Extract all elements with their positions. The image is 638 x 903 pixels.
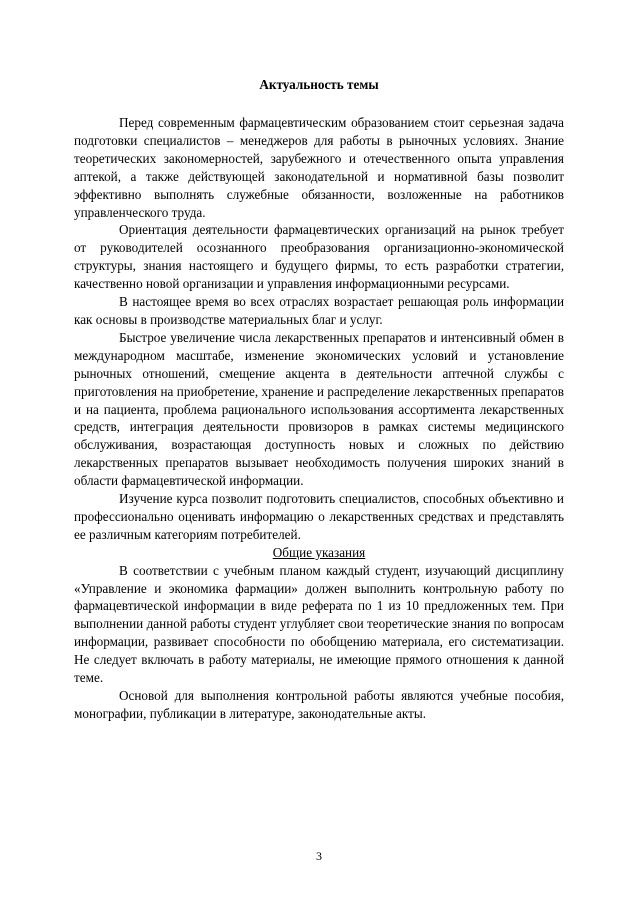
paragraph: Изучение курса позволит подготовить специалистов, способных объективно и профессионально оценивать информацию о лекарственных средствах и представлять ее различным категориям потребителей. [74,491,564,542]
paragraph: Быстрое увеличение числа лекарственных препаратов и интенсивный обмен в международном масштабе, изменение экономических условий и установление рыночных отношений, смещение акцента в деятельности аптечной службы с приготовления на приобретение, хранение и распределение лекарственных препаратов и на пациента, проблема рационального использования ассортимента лекарственных средств, интеграция деятельности провизоров в рамках системы медицинского обслуживания, возрастающая доступность новых и сложных по действию лекарственных препаратов вызывает необходимость получения широких знаний в области фармацевтической информации. [74,329,564,489]
page-number: 3 [316,849,322,863]
paragraph: В настоящее время во всех отраслях возрастает решающая роль информации как основы в производстве материальных благ и услуг. [74,294,564,327]
document-title: Актуальность темы [259,77,379,92]
document-page [74,76,564,723]
paragraph: Ориентация деятельности фармацевтических организаций на рынок требует от руководителей осознанного преобразования организационно-экономической структуры, знания настоящего и будущего фирмы, то есть разработки стратегии, качественно новой организации и управления информационными ресурсами. [74,222,564,292]
section-heading: Общие указания [272,544,366,560]
paragraph: Основой для выполнения контрольной работы являются учебные пособия, монографии, публикации в литературе, законодательные акты. [74,688,564,721]
paragraph: Перед современным фармацевтическим образованием стоит серьезная задача подготовки специалистов – менеджеров для работы в рыночных условиях. Знание теоретических закономерностей, зарубежного и отечественного опыта управления аптекой, а также действующей законодательной и нормативной базы позволит эффективно выполнять служебные обязанности, возложенные на работников управленческого труда. [74,115,564,220]
paragraph: В соответствии с учебным планом каждый студент, изучающий дисциплину «Управление и экономика фармации» должен выполнить контрольную работу по фармацевтической информации в виде реферата по 1 из 10 предложенных тем. При выполнении данной работы студент углубляет свои теоретические знания по вопросам информации, развивает способности по обобщению материала, его систематизации. Не следует включать в работу материалы, не имеющие прямого отношения к данной теме. [74,562,564,686]
